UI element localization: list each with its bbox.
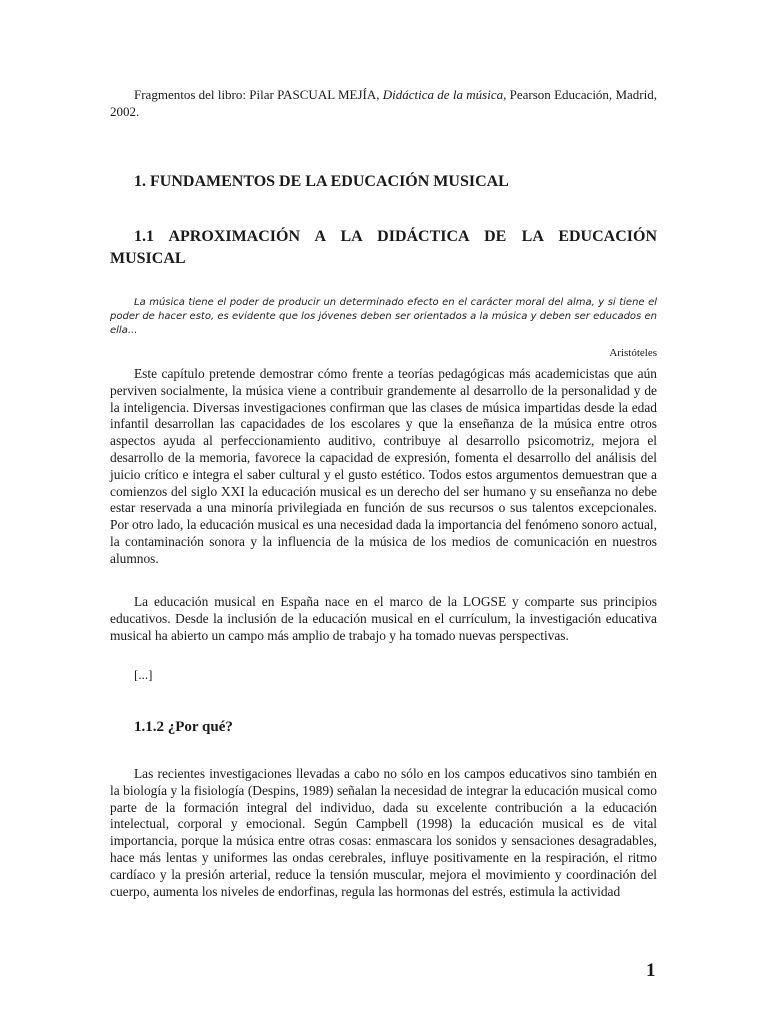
- book-title: Didáctica de la música: [382, 87, 504, 102]
- body-paragraph-3: Las recientes investigaciones llevadas a cabo no sólo en los campos educativos sino también en la biología y la fisiología (Despins, 1989) señalan la necesidad de integrar la educación musical como parte de la formación integral del individuo, dada su excelente contribución a la educación intelectual, corporal y emocional. Según Campbell (1998) la educación musical es de vital importancia, porque la música entre otras cosas: enmascara los sonidos y sensaciones desagradables, hace más lentas y uniformes las ondas cerebrales, influye positivamente en la respiración, el ritmo cardíaco y la presión arterial, reduce la tensión muscular, mejora el movimiento y coordinación del cuerpo, aumenta los niveles de endorfinas, regula las hormonas del estrés, estimula la actividad: [110, 766, 657, 899]
- source-suffix: , Pearson Educación, Madrid, 2002.: [110, 87, 657, 119]
- subsection-heading: 1.1 APROXIMACIÓN A LA DIDÁCTICA DE LA EDUCACIÓN MUSICAL: [110, 228, 657, 267]
- body-paragraph-2: La educación musical en España nace en el marco de la LOGSE y comparte sus principios educativos. Desde la inclusión de la educación musical en el currículum, la investigación educativa musical ha abierto un campo más amplio de trabajo y ha tomado nuevas perspectivas.: [110, 594, 657, 643]
- body-paragraph-1: Este capítulo pretende demostrar cómo frente a teorías pedagógicas más academicistas que aún perviven socialmente, la música viene a contribuir grandemente al desarrollo de la personalidad y de la inteligencia. Diversas investigaciones confirman que las clases de música impartidas desde la edad infantil desarrollan las capacidades de los escolares y que la enseñanza de la música entre otros aspectos ayuda al perfeccionamiento auditivo, contribuye al desarrollo psicomotriz, mejora el desarrollo de la memoria, favorece la capacidad de expresión, fomenta el desarrollo del análisis del juicio crítico e integra el saber cultural y el gusto estético. Todos estos argumentos demuestran que a comienzos del siglo XXI la educación musical es un derecho del ser humano y su enseñanza no debe estar reservada a una minoría privilegiada en función de sus recursos o sus talentos excepcionales. Por otro lado, la educación musical es una necesidad dada la importancia del fenómeno sonoro actual, la contaminación sonora y la influencia de la música de los medios de comunicación en nuestros alumnos.: [110, 366, 657, 566]
- subsubsection-heading: 1.1.2 ¿Por qué?: [134, 719, 233, 735]
- epigraph-author: Aristóteles: [609, 347, 657, 359]
- epigraph-quote: La música tiene el poder de producir un determinado efecto en el carácter moral del alma, y si tiene el poder de hacer esto, es evidente que los jóvenes deben ser orientados a la música y deben ser educados en ella...: [110, 297, 657, 336]
- page-number: 1: [646, 960, 656, 981]
- section-heading: 1. FUNDAMENTOS DE LA EDUCACIÓN MUSICAL: [134, 173, 509, 190]
- omission-marker: [...]: [134, 667, 153, 682]
- source-prefix: Fragmentos del libro: Pilar PASCUAL MEJÍA,: [134, 87, 383, 102]
- source-citation: [110, 86, 657, 120]
